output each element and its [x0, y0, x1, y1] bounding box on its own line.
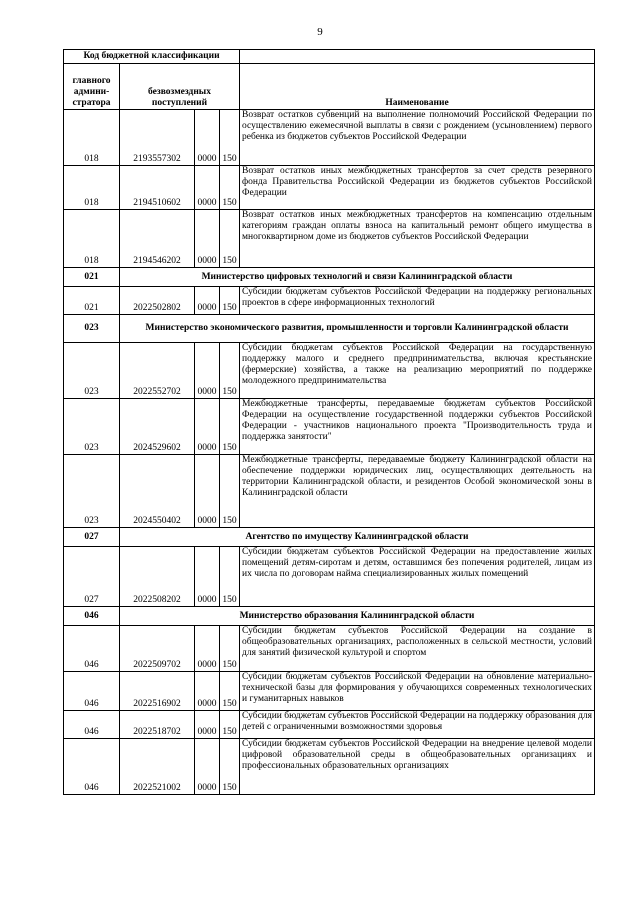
program-code: 0000 — [195, 711, 220, 739]
header-name: Наименование — [240, 64, 595, 110]
table-row — [64, 287, 595, 315]
table-row — [64, 672, 595, 711]
program-code: 0000 — [195, 287, 220, 315]
organization-row — [64, 268, 595, 287]
item-name — [240, 399, 595, 455]
revenue-code: 2022516902 — [120, 672, 195, 711]
organization-row — [64, 607, 595, 626]
organization-name: Министерство образования Калининградской области — [120, 607, 595, 626]
admin-code: 018 — [64, 166, 120, 210]
admin-code: 046 — [64, 739, 120, 795]
item-name — [240, 711, 595, 739]
admin-code: 023 — [64, 399, 120, 455]
admin-code: 018 — [64, 110, 120, 166]
table-row — [64, 210, 595, 268]
revenue-code: 2022509702 — [120, 626, 195, 672]
revenue-code: 2024529602 — [120, 399, 195, 455]
item-name — [240, 210, 595, 268]
header-revenue: безвозмездных поступлений — [120, 64, 240, 110]
program-code: 0000 — [195, 399, 220, 455]
table-row — [64, 110, 595, 166]
header-row-columns — [64, 64, 595, 110]
organization-code: 027 — [64, 528, 120, 547]
table-row — [64, 711, 595, 739]
item-name — [240, 739, 595, 795]
item-name-text: Возврат остатков иных межбюджетных трансфертов за счет средств резервного фонда Правительства Российской Федерации из бюджетов субъектов Российской Федерации — [242, 166, 593, 198]
organization-code: 021 — [64, 268, 120, 287]
program-code: 0000 — [195, 110, 220, 166]
admin-code: 046 — [64, 626, 120, 672]
organization-name: Министерство цифровых технологий и связи Калининградской области — [120, 268, 595, 287]
admin-code: 018 — [64, 210, 120, 268]
table-row — [64, 739, 595, 795]
program-code: 0000 — [195, 343, 220, 399]
program-code: 0000 — [195, 166, 220, 210]
item-name-text: Субсидии бюджетам субъектов Российской Федерации на создание в общеобразовательных организациях, расположенных в сельской местности, условий для занятий физической культурой и спортом — [242, 626, 593, 658]
table-row — [64, 166, 595, 210]
item-name — [240, 455, 595, 528]
revenue-code: 2022552702 — [120, 343, 195, 399]
program-code: 0000 — [195, 626, 220, 672]
economic-code: 150 — [220, 287, 240, 315]
admin-code: 046 — [64, 672, 120, 711]
organization-code: 046 — [64, 607, 120, 626]
economic-code: 150 — [220, 455, 240, 528]
economic-code: 150 — [220, 547, 240, 607]
table-row — [64, 399, 595, 455]
item-name — [240, 547, 595, 607]
economic-code: 150 — [220, 110, 240, 166]
item-name-text: Возврат остатков субвенций на выполнение полномочий Российской Федерации по осуществлению ежемесячной выплаты в связи с рождением (усыновлением) первого ребенка из бюджетов субъектов Российской Федерации — [242, 110, 593, 142]
admin-code: 027 — [64, 547, 120, 607]
economic-code: 150 — [220, 166, 240, 210]
table-row — [64, 626, 595, 672]
admin-code: 046 — [64, 711, 120, 739]
revenue-code: 2193557302 — [120, 110, 195, 166]
item-name-text: Субсидии бюджетам субъектов Российской Федерации на поддержку образования для детей с ограниченными возможностями здоровья — [242, 711, 593, 732]
item-name — [240, 110, 595, 166]
table-row — [64, 455, 595, 528]
header-admin: главного админи-стратора — [64, 64, 120, 110]
organization-code: 023 — [64, 315, 120, 343]
revenue-code: 2022521002 — [120, 739, 195, 795]
program-code: 0000 — [195, 672, 220, 711]
item-name — [240, 166, 595, 210]
item-name-text: Межбюджетные трансферты, передаваемые бюджетам субъектов Российской Федерации на осуществление государственной поддержки субъектов Российской Федерации - участников национального проекта "Производительность труда и поддержка занятости" — [242, 399, 593, 442]
economic-code: 150 — [220, 210, 240, 268]
organization-name: Министерство экономического развития, промышленности и торговли Калининградской области — [120, 315, 595, 343]
header-group-title: Код бюджетной классификации — [64, 50, 240, 64]
header-row-group — [64, 50, 595, 64]
item-name — [240, 343, 595, 399]
economic-code: 150 — [220, 343, 240, 399]
program-code: 0000 — [195, 210, 220, 268]
item-name-text: Субсидии бюджетам субъектов Российской Федерации на государственную поддержку малого и среднего предпринимательства, включая крестьянские (фермерские) хозяйства, а также на реализацию мероприятий по поддержке молодежного предпринимательства — [242, 343, 593, 386]
revenue-code: 2194510602 — [120, 166, 195, 210]
item-name-text: Субсидии бюджетам субъектов Российской Федерации на предоставление жилых помещений детям-сиротам и детям, оставшимся без попечения родителей, лицам из их числа по договорам найма специализированных жилых помещений — [242, 547, 593, 579]
table-row — [64, 547, 595, 607]
organization-name: Агентство по имуществу Калининградской области — [120, 528, 595, 547]
economic-code: 150 — [220, 672, 240, 711]
item-name — [240, 287, 595, 315]
item-name — [240, 626, 595, 672]
admin-code: 023 — [64, 343, 120, 399]
admin-code: 023 — [64, 455, 120, 528]
admin-code: 021 — [64, 287, 120, 315]
revenue-code: 2022508202 — [120, 547, 195, 607]
page-number: 9 — [317, 26, 323, 38]
organization-row — [64, 528, 595, 547]
program-code: 0000 — [195, 547, 220, 607]
economic-code: 150 — [220, 739, 240, 795]
revenue-code: 2022518702 — [120, 711, 195, 739]
organization-row — [64, 315, 595, 343]
item-name-text: Субсидии бюджетам субъектов Российской Федерации на внедрение целевой модели цифровой образовательной среды в общеобразовательных организациях и профессиональных образовательных организациях — [242, 739, 593, 771]
economic-code: 150 — [220, 399, 240, 455]
economic-code: 150 — [220, 626, 240, 672]
table-row — [64, 343, 595, 399]
item-name-text: Возврат остатков иных межбюджетных трансфертов на компенсацию отдельным категориям граждан оплаты взноса на капитальный ремонт общего имущества в многоквартирном доме из бюджетов субъектов Российской Федерации — [242, 210, 593, 242]
item-name-text: Межбюджетные трансферты, передаваемые бюджету Калининградской области на обеспечение поддержки юридических лиц, осуществляющих деятельность на территории Калининградской области, и резидентов Особой экономической зоны в Калининградской области — [242, 455, 593, 498]
revenue-code: 2194546202 — [120, 210, 195, 268]
header-blank-cell — [240, 50, 595, 64]
item-name-text: Субсидии бюджетам субъектов Российской Федерации на обновление материально-технической базы для формирования у обучающихся современных технологических и гуманитарных навыков — [242, 672, 593, 704]
program-code: 0000 — [195, 739, 220, 795]
item-name — [240, 672, 595, 711]
revenue-code: 2022502802 — [120, 287, 195, 315]
revenue-code: 2024550402 — [120, 455, 195, 528]
budget-classification-table — [63, 49, 595, 795]
item-name-text: Субсидии бюджетам субъектов Российской Федерации на поддержку региональных проектов в сфере информационных технологий — [242, 287, 593, 308]
economic-code: 150 — [220, 711, 240, 739]
program-code: 0000 — [195, 455, 220, 528]
